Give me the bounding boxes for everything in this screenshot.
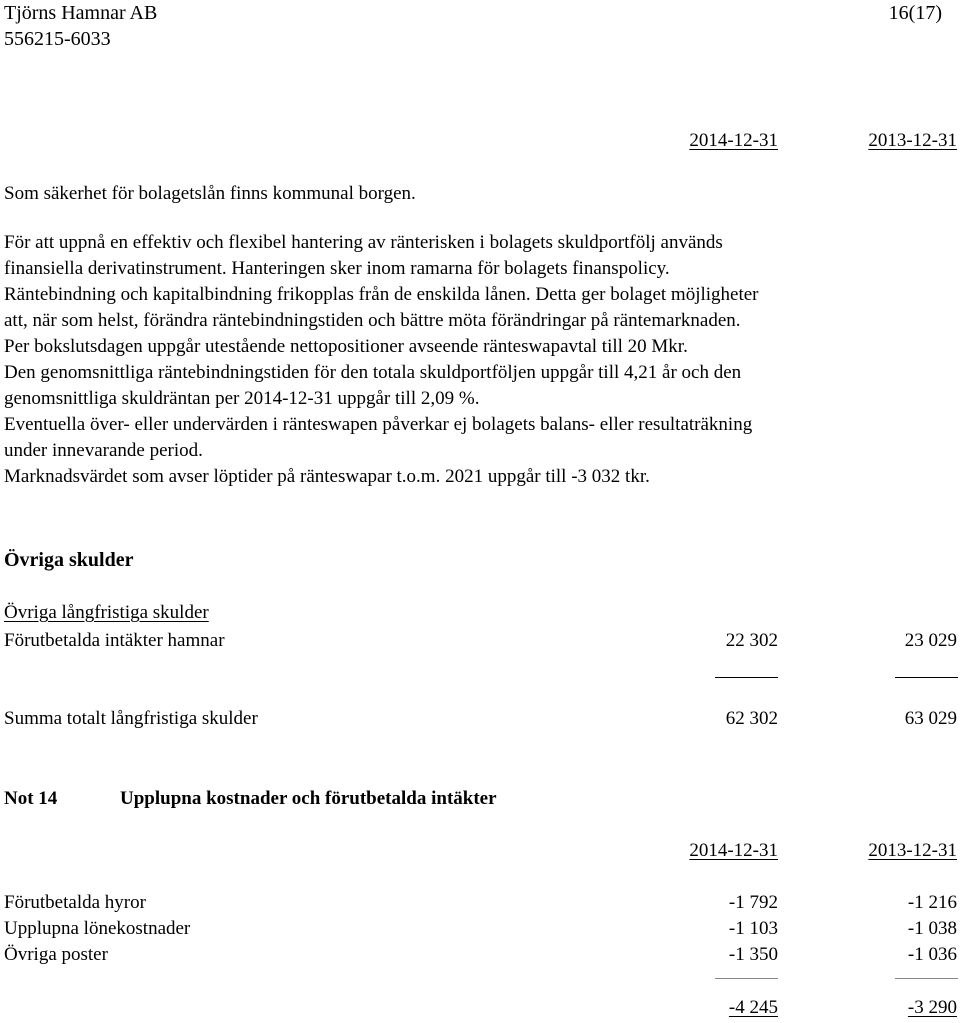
row-label-forutbetalda-intakter: Förutbetalda intäkter hamnar	[4, 630, 225, 651]
total-value-2014: 62 302	[725, 708, 778, 729]
note-sum-rule-2013	[895, 978, 958, 979]
row-label: Upplupna lönekostnader	[4, 918, 191, 939]
row-value-2013: -1 216	[907, 892, 957, 913]
paragraph-line: Den genomsnittliga räntebindningstiden för den totala skuldportföljen uppgår till 4,21 år och den	[4, 362, 742, 383]
row-value-2014: -1 103	[728, 918, 778, 939]
row-value-2013: 23 029	[904, 630, 957, 651]
note-total-2013: -3 290	[907, 997, 957, 1018]
note-sum-rule-2014	[715, 978, 778, 979]
note-column-header-2014: 2014-12-31	[689, 840, 778, 861]
paragraph-line: Marknadsvärdet som avser löptider på ränteswapar t.o.m. 2021 uppgår till -3 032 tkr.	[4, 466, 650, 487]
subheading-langfristiga: Övriga långfristiga skulder	[4, 602, 209, 623]
row-value-2013: -1 038	[907, 918, 957, 939]
paragraph-line: under innevarande period.	[4, 440, 203, 461]
row-value-2014: 22 302	[725, 630, 778, 651]
total-label-langfristiga: Summa totalt långfristiga skulder	[4, 708, 258, 729]
note-title: Upplupna kostnader och förutbetalda intäkter	[120, 788, 497, 809]
paragraph-line: finansiella derivatinstrument. Hanteringen sker inom ramarna för bolagets finanspolicy.	[4, 258, 670, 279]
note-number: Not 14	[4, 788, 58, 809]
org-number: 556215-6033	[4, 28, 111, 50]
paragraph-line: För att uppnå en effektiv och flexibel hantering av ränterisken i bolagets skuldportfölj används	[4, 232, 723, 253]
security-note: Som säkerhet för bolagetslån finns kommunal borgen.	[4, 183, 416, 204]
column-header-2013: 2013-12-31	[868, 130, 957, 151]
paragraph-line: att, när som helst, förändra räntebindningstiden och bättre möta förändringar på räntemarknaden.	[4, 310, 741, 331]
row-value-2013: -1 036	[907, 944, 957, 965]
paragraph-line: Räntebindning och kapitalbindning frikopplas från de enskilda lånen. Detta ger bolaget möjligheter	[4, 284, 759, 305]
row-value-2014: -1 350	[728, 944, 778, 965]
section-heading-ovriga-skulder: Övriga skulder	[4, 549, 134, 571]
subtotal-rule-2014	[715, 677, 778, 678]
row-label: Förutbetalda hyror	[4, 892, 146, 913]
derivatives-paragraph	[4, 230, 954, 490]
note-column-header-2013: 2013-12-31	[868, 840, 957, 861]
paragraph-line: genomsnittliga skuldräntan per 2014-12-31 uppgår till 2,09 %.	[4, 388, 480, 409]
total-value-2013: 63 029	[904, 708, 957, 729]
row-label: Övriga poster	[4, 944, 108, 965]
row-value-2014: -1 792	[728, 892, 778, 913]
subtotal-rule-2013	[895, 677, 958, 678]
paragraph-line: Per bokslutsdagen uppgår utestående nettopositioner avseende ränteswapavtal till 20 Mkr.	[4, 336, 688, 357]
note-total-2014: -4 245	[728, 997, 778, 1018]
company-name: Tjörns Hamnar AB	[4, 2, 158, 24]
column-header-2014: 2014-12-31	[689, 130, 778, 151]
page-number: 16(17)	[888, 2, 942, 24]
paragraph-line: Eventuella över- eller undervärden i ränteswapen påverkar ej bolagets balans- eller resultaträkning	[4, 414, 753, 435]
